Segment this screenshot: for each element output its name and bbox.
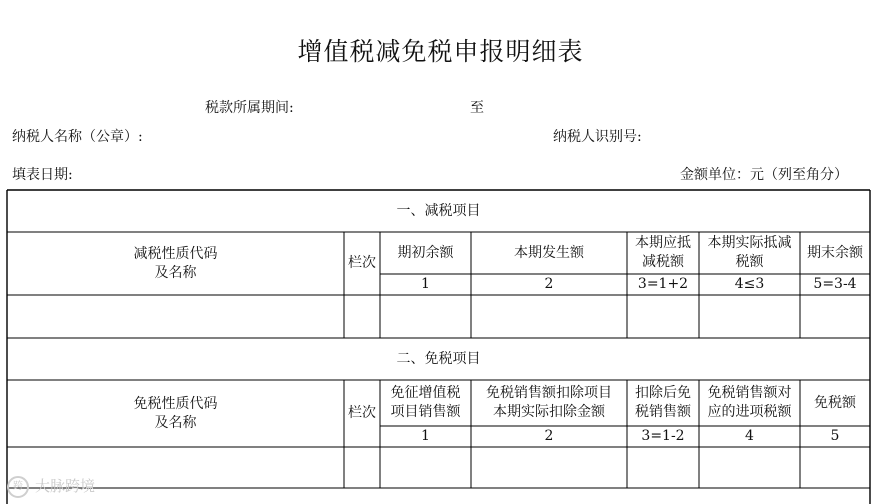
exemption-col-header-5-line: 免税额 xyxy=(814,394,856,411)
exemption-col-header-2-line: 免税销售额扣除项目 xyxy=(486,385,612,401)
reduction-col-header-2-line: 本期发生额 xyxy=(514,244,584,261)
form-title: 增值税减免税申报明细表 xyxy=(297,37,584,66)
exemption-col-code-3: 3=1-2 xyxy=(641,428,685,444)
unit-label: 金额单位：元（列至角分） xyxy=(680,167,848,183)
exemption-col-header-4 xyxy=(699,380,800,426)
exemption-col-header-3-line: 税销售额 xyxy=(635,404,691,420)
exemption-col-header-1-line: 免征增值税 xyxy=(390,385,461,401)
period-label: 税款所属期间: xyxy=(205,100,294,116)
reduction-row-header-line: 及名称 xyxy=(154,264,197,281)
taxpayer-name-label: 纳税人名称（公章）: xyxy=(12,129,143,145)
reduction-row-header-line: 减税性质代码 xyxy=(133,245,218,262)
reduction-col-header-5 xyxy=(800,232,870,274)
exemption-col-code-5: 5 xyxy=(830,428,840,444)
period-to-label: 至 xyxy=(470,100,484,116)
taxpayer-id-label: 纳税人识别号: xyxy=(553,129,642,145)
exemption-col-header-5 xyxy=(800,380,870,426)
reduction-col-header-5-line: 期末余额 xyxy=(807,244,863,261)
watermark-text: 大脉跨境 xyxy=(35,477,96,495)
exemption-col-code-1: 1 xyxy=(421,428,430,444)
reduction-col-code-3: 3=1+2 xyxy=(637,276,689,292)
reduction-col-code-4: 4≤3 xyxy=(734,276,765,292)
exemption-col-header-4-line: 应的进项税额 xyxy=(707,404,792,420)
watermark-logo-icon: 跨 xyxy=(7,476,29,498)
watermark xyxy=(7,475,95,498)
reduction-col-code-1: 1 xyxy=(421,276,430,292)
exemption-col-header-2-line: 本期实际扣除金额 xyxy=(493,404,605,420)
reduction-col-lanci: 栏次 xyxy=(348,255,376,271)
reduction-col-header-3-line: 本期应抵 xyxy=(635,235,691,251)
exemption-col-header-4-line: 免税销售额对 xyxy=(707,385,792,401)
exemption-row-header-line: 免税性质代码 xyxy=(133,395,218,412)
reduction-row-header xyxy=(7,232,344,295)
exemption-row-header-line: 及名称 xyxy=(154,414,197,431)
reduction-col-header-1-line: 期初余额 xyxy=(397,244,454,261)
exemption-col-header-1 xyxy=(380,380,471,426)
reduction-col-code-5: 5=3-4 xyxy=(813,276,857,292)
exemption-col-header-1-line: 项目销售额 xyxy=(390,404,461,420)
reduction-col-code-2: 2 xyxy=(544,276,554,292)
exemption-col-header-3 xyxy=(627,380,699,426)
exemption-col-header-3-line: 扣除后免 xyxy=(635,385,691,401)
exemption-col-header-2 xyxy=(471,380,627,426)
fill-date-label: 填表日期: xyxy=(12,167,73,183)
reduction-col-header-3 xyxy=(627,232,699,274)
exemption-section-title: 二、免税项目 xyxy=(396,350,481,367)
reduction-col-header-4-line: 本期实际抵减 xyxy=(707,235,792,251)
reduction-col-header-2 xyxy=(471,232,627,274)
exemption-col-lanci: 栏次 xyxy=(348,405,376,421)
reduction-col-header-4 xyxy=(699,232,800,274)
reduction-section-title: 一、减税项目 xyxy=(396,202,481,219)
reduction-col-header-1 xyxy=(380,232,471,274)
reduction-col-header-4-line: 税额 xyxy=(735,254,764,270)
exemption-col-code-2: 2 xyxy=(544,428,554,444)
reduction-col-header-3-line: 减税额 xyxy=(642,254,684,270)
exemption-col-code-4: 4 xyxy=(745,428,754,444)
exemption-row-header xyxy=(7,380,344,447)
